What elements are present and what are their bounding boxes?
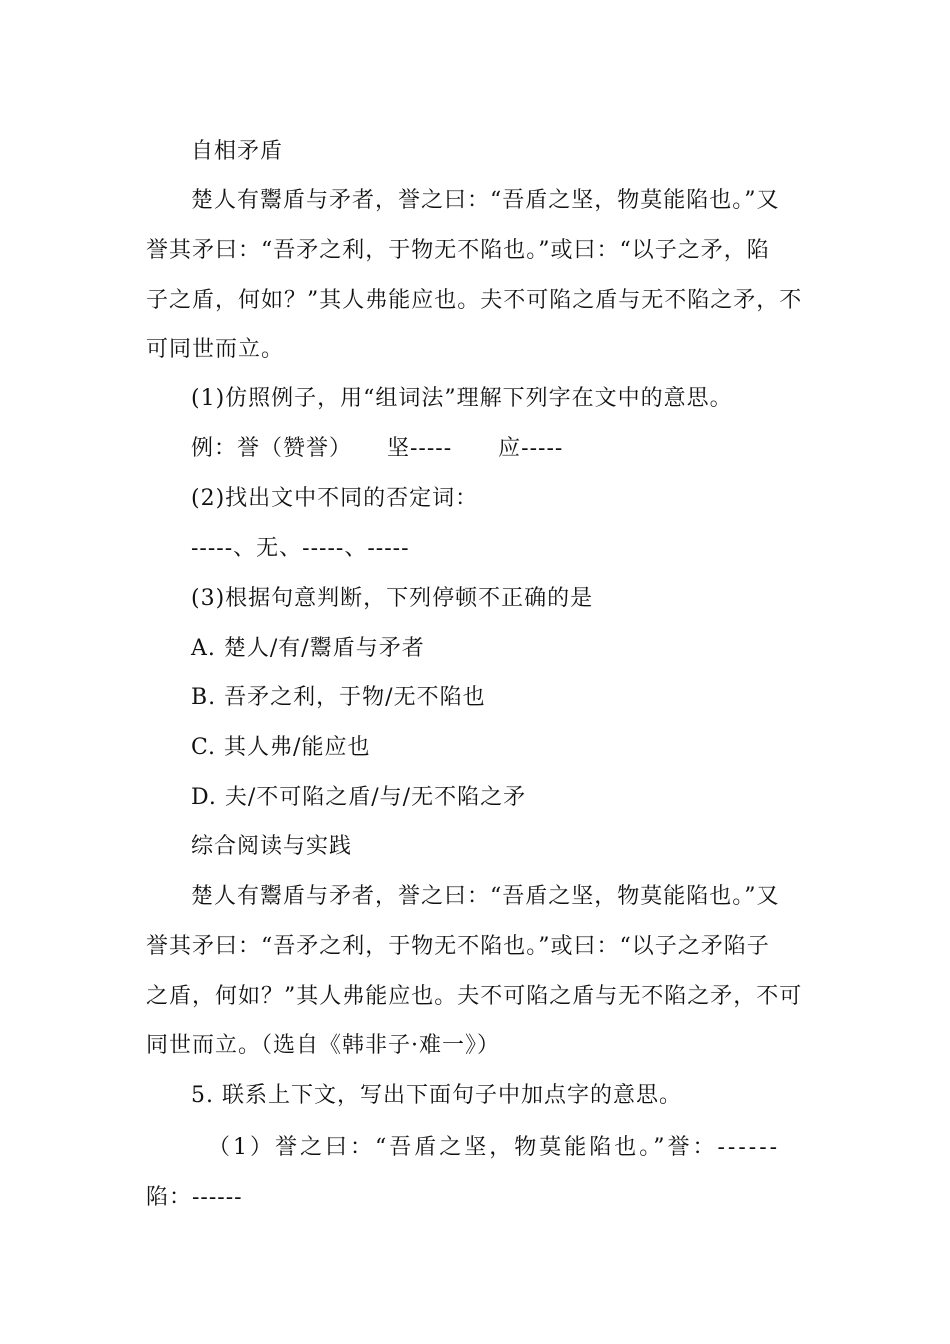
option-c: C. 其人弗/能应也 [191,735,371,760]
passage-line: 子之盾，何如？”其人弗能应也。夫不可陷之盾与无不陷之矛，不 [146,288,803,313]
option-d: D. 夫/不可陷之盾/与/无不陷之矛 [191,785,527,810]
question-5: 5. 联系上下文，写出下面句子中加点字的意思。 [191,1083,682,1108]
question-3: (3)根据句意判断，下列停顿不正确的是 [191,586,594,611]
passage-line: 之盾，何如？”其人弗能应也。夫不可陷之盾与无不陷之矛，不可 [146,984,803,1009]
section-title: 综合阅读与实践 [191,834,353,859]
question-5-1-continued: 陷：------ [146,1185,243,1210]
option-b: B. 吾矛之利，于物/无不陷也 [191,685,486,710]
question-1: (1)仿照例子，用“组词法”理解下列字在文中的意思。 [191,386,733,411]
passage-line: 同世而立。（选自《韩非子·难一》） [146,1033,500,1058]
passage-line: 可同世而立。 [146,337,285,362]
passage-line: 誉其矛曰：“吾矛之利，于物无不陷也。”或曰：“以子之矛，陷 [146,238,770,263]
section-title: 自相矛盾 [191,139,284,164]
passage-line: 誉其矛曰：“吾矛之利，于物无不陷也。”或曰：“以子之矛陷子 [146,934,770,959]
question-2-blanks: -----、无、-----、----- [191,536,410,561]
option-a: A. 楚人/有/鬻盾与矛者 [191,636,425,661]
question-2: (2)找出文中不同的否定词： [191,486,479,511]
question-5-1: （1）誉之曰：“吾盾之坚，物莫能陷也。”誉：------ [208,1135,781,1160]
passage-line: 楚人有鬻盾与矛者，誉之曰：“吾盾之坚，物莫能陷也。”又 [191,188,780,213]
question-1-example: 例：誉（赞誉） 坚----- 应----- [191,436,564,461]
passage-line: 楚人有鬻盾与矛者，誉之曰：“吾盾之坚，物莫能陷也。”又 [191,884,780,909]
